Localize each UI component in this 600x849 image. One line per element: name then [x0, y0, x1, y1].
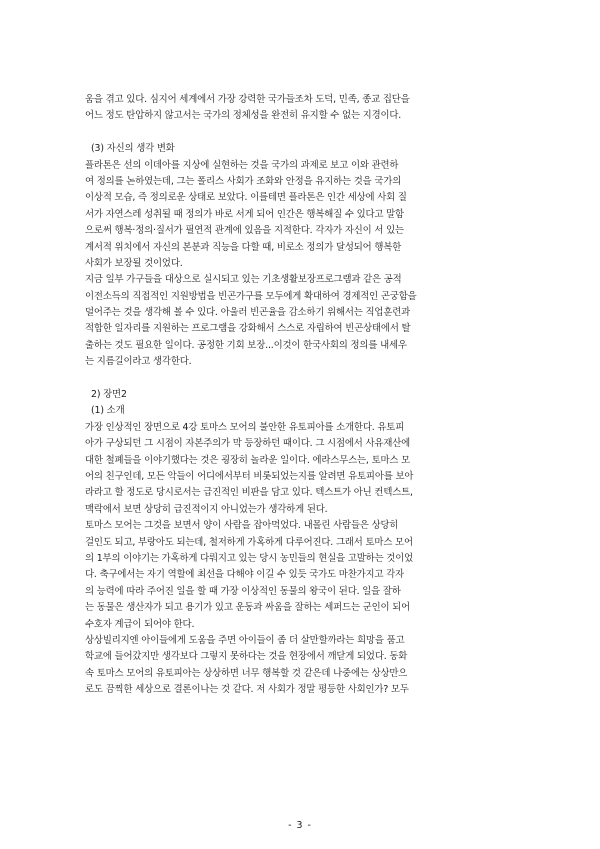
- text-line: 여 정의를 논하였는데, 그는 폴리스 사회가 조화와 안정을 유지하는 것을 국가의: [85, 175, 402, 187]
- text-line: 어느 정도 탄압하지 않고서는 국가의 정체성을 완전히 유지할 수 없는 지경이다.: [85, 110, 402, 122]
- text-line: 속 토마스 모어의 유토피아는 상상하면 너무 행복할 것 같은데 나중에는 상상만으: [85, 667, 408, 679]
- introduction-text: [85, 420, 515, 699]
- text-line: 출하는 것도 필요한 일이다. 공정한 기회 보장...이것이 한국사회의 정의를 내세우: [85, 339, 407, 351]
- text-line: 라라고 할 정도로 당시로서는 급진적인 비판을 담고 있다. 텍스트가 아닌 컨텍스트,: [85, 487, 413, 499]
- text-line: 는 지름길이라고 생각한다.: [85, 356, 192, 368]
- text-line: 플라톤은 선의 이데아를 지상에 실현하는 것을 국가의 과제로 보고 이와 관련하: [85, 159, 399, 171]
- text-line: 아가 구상되던 그 시점이 자본주의가 막 등장하던 때이다. 그 시점에서 사유재산에: [85, 438, 411, 450]
- paragraph-gap: [85, 125, 515, 141]
- text-line: 대한 철폐들을 이야기했다는 것은 굉장히 놀라운 일이다. 에라스무스는, 토마스 모: [85, 454, 411, 466]
- text-line: 토마스 모어는 그것을 보면서 양이 사람을 잡아먹었다. 내몰린 사람들은 상당히: [85, 520, 399, 532]
- document-body: [85, 92, 515, 698]
- text-line: 사회가 보장될 것이었다.: [85, 257, 183, 269]
- text-line: 이전소득의 직접적인 지원방법을 빈곤가구를 모두에게 확대하여 경제적인 곤궁함을: [85, 290, 417, 302]
- text-line: 적합한 일자리를 지원하는 프로그램을 강화해서 스스로 자립하여 빈곤상태에서 탈: [85, 323, 411, 335]
- text-line: 이상적 모습, 즉 정의로운 상태로 보았다. 이를테면 플라톤은 인간 세상에 사회 질: [85, 192, 407, 204]
- page-number: - 3 -: [288, 820, 312, 831]
- text-line: 수호자 계급이 되어야 한다.: [85, 618, 195, 630]
- text-line: 의 능력에 따라 주어진 일을 할 때 가장 이상적인 동물의 왕국이 된다. 일을 잘하: [85, 585, 401, 597]
- text-line: 서가 자연스레 성취될 때 정의가 바로 서게 되어 인간은 행복해질 수 있다고 말함: [85, 208, 404, 220]
- text-line: 다. 축구에서는 자기 역할에 최선을 다해야 이길 수 있듯 국가도 마찬가지고 각자: [85, 569, 404, 581]
- text-line: 움을 겪고 있다. 심지어 세계에서 가장 강력한 국가들조차 도덕, 민족, 종교 집단을: [85, 94, 410, 105]
- subsection-heading: (1) 소개: [91, 405, 125, 417]
- text-line: 계서적 위치에서 자신의 본분과 직능을 다할 때, 비로소 정의가 달성되어 행복한: [85, 241, 402, 253]
- text-line: 가장 인상적인 장면으로 4강 토마스 모어의 불안한 유토피아를 소개한다. 유토피: [85, 421, 405, 433]
- text-line: 로도 끔찍한 세상으로 결론이나는 것 같다. 저 사회가 정말 평등한 사회인가? 모두: [85, 684, 409, 696]
- text-line: 학교에 들어갔지만 생각보다 그렇지 못하다는 것을 현장에서 깨닫게 되었다. 동화: [85, 651, 408, 663]
- section-3-text: [85, 158, 515, 371]
- text-line: 어의 친구인데, 모든 악들이 어디에서부터 비롯되었는지를 알려면 유토피아를 보아: [85, 470, 414, 482]
- text-line: 의 1부의 이야기는 가혹하게 다뤄지고 있는 당시 농민들의 현실을 고발하는 것이었: [85, 552, 414, 564]
- text-line: 지금 일부 가구들을 대상으로 실시되고 있는 기초생활보장프로그램과 같은 공적: [85, 274, 402, 286]
- scene-heading: 2) 장면2: [91, 389, 127, 401]
- text-line: 덜어주는 것을 생각해 볼 수 있다. 아울러 빈곤율을 감소하기 위해서는 직업훈련과: [85, 307, 411, 319]
- text-line: 으로써 행복·정의·질서가 필연적 관계에 있음을 지적한다. 각자가 자신이 서 있는: [85, 225, 404, 237]
- paragraph-gap: [85, 371, 515, 387]
- text-line: 상상빌리지엔 아이들에게 도움을 주면 아이들이 좀 더 살만할까라는 희망을 품고: [85, 634, 405, 646]
- text-line: 걸인도 되고, 부랑아도 되는데, 철저하게 가혹하게 다루어진다. 그래서 토마스 모어: [85, 536, 413, 548]
- text-line: 는 동물은 생산자가 되고 용기가 있고 운동과 싸움을 잘하는 세퍼드는 군인이 되어: [85, 602, 411, 614]
- section-heading: (3) 자신의 생각 변화: [91, 143, 175, 155]
- text-line: 맥락에서 보면 상당히 급진적이지 아니었는가 생각하게 된다.: [85, 503, 328, 515]
